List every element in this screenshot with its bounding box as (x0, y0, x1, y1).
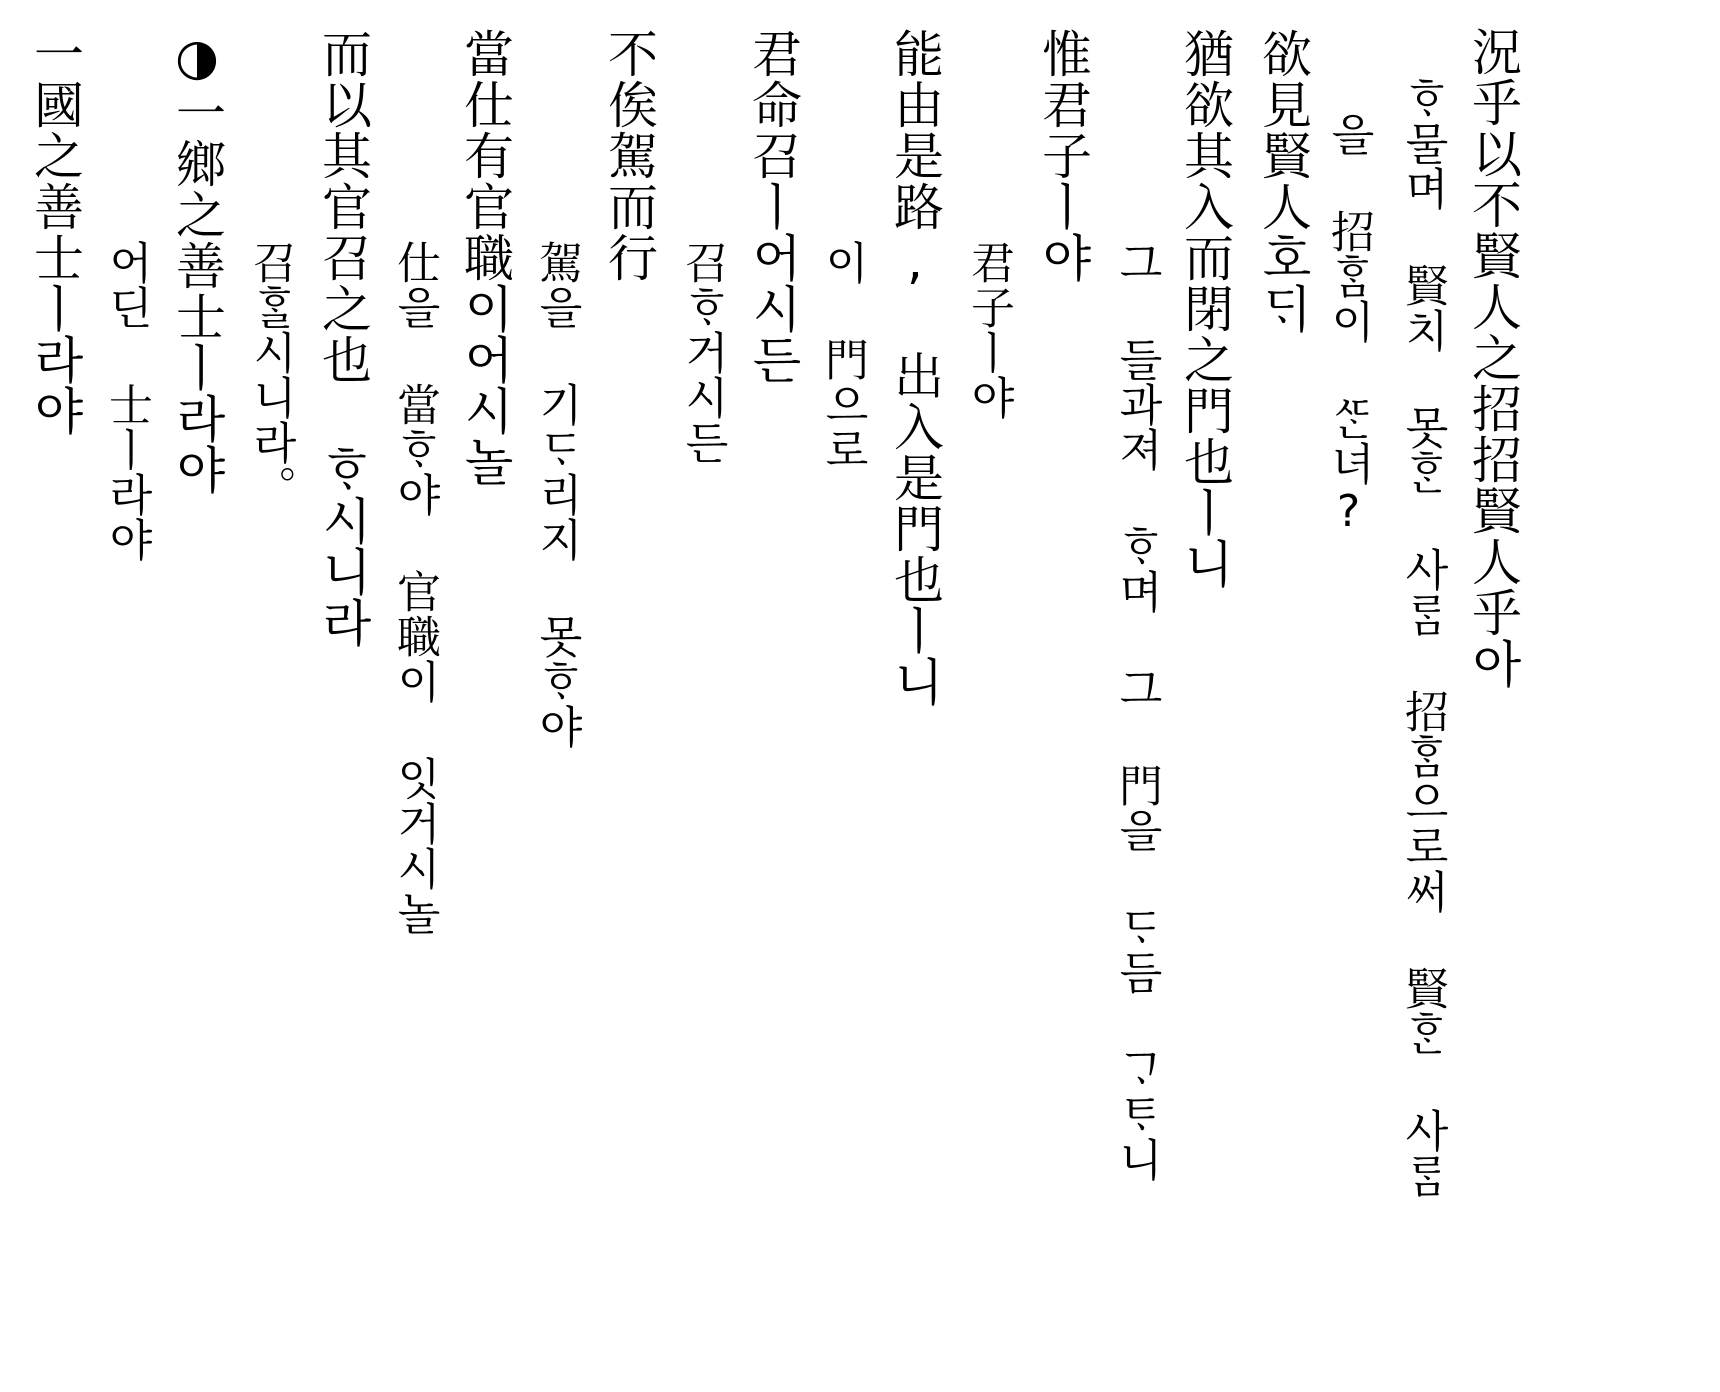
text-column-main: 當仕有官職이어시놀 (456, 28, 514, 487)
text-column-gloss: 駕을 기ᄃᆞ리지 못ᄒᆞ야 (531, 240, 582, 749)
text-column-main: 一國之善士ㅣ라야 (26, 28, 84, 436)
text-column-main: 而以其官召之也 ᄒᆞ시니라 (314, 28, 372, 648)
text-column-main: 欲見賢人호ᄃᆡ (1254, 28, 1312, 334)
text-column-gloss: 君子ㅣ야 (963, 240, 1014, 420)
text-column-main: 猶欲其入而閉之門也ㅣ니 (1176, 28, 1234, 589)
text-column-gloss: 어딘 士ㅣ라야 (101, 240, 152, 562)
text-column-main: ◑一鄉之善士ㅣ라야 (168, 28, 226, 495)
text-column-main: 君命召ㅣ어시든 (744, 28, 802, 385)
text-column-main: 能由是路, 出入是門也ㅣ니 (886, 28, 944, 707)
text-column-gloss: ᄒᆞ물며 賢치 못ᄒᆞᆫ 사ᄅᆞᆷ 招ᄒᆞᆷ으로써 賢ᄒᆞᆫ 사ᄅᆞᆷ (1397, 76, 1448, 1198)
text-column-main: 況乎以不賢人之招招賢人乎아 (1464, 26, 1522, 689)
text-column-gloss: 仕을 當ᄒᆞ야 官職이 잇거시놀 (389, 240, 440, 936)
text-column-main: 不俟駕而行 (600, 28, 658, 283)
text-column-main: 惟君子ㅣ야 (1034, 28, 1092, 283)
text-column-gloss: 召ᄒᆞᆯ시니라。 (245, 240, 296, 510)
text-column-gloss: 그 들과져 ᄒᆞ며 그 門을 ᄃᆞ듬 ᄀᆞᄐᆞ니 (1111, 240, 1162, 1182)
text-column-gloss: 을 招ᄒᆞᆷ이 ᄯᆞᆫ녀? (1323, 112, 1374, 538)
text-column-gloss: 이 門으로 (817, 240, 868, 472)
text-column-gloss: 召ᄒᆞ거시든 (677, 240, 728, 465)
